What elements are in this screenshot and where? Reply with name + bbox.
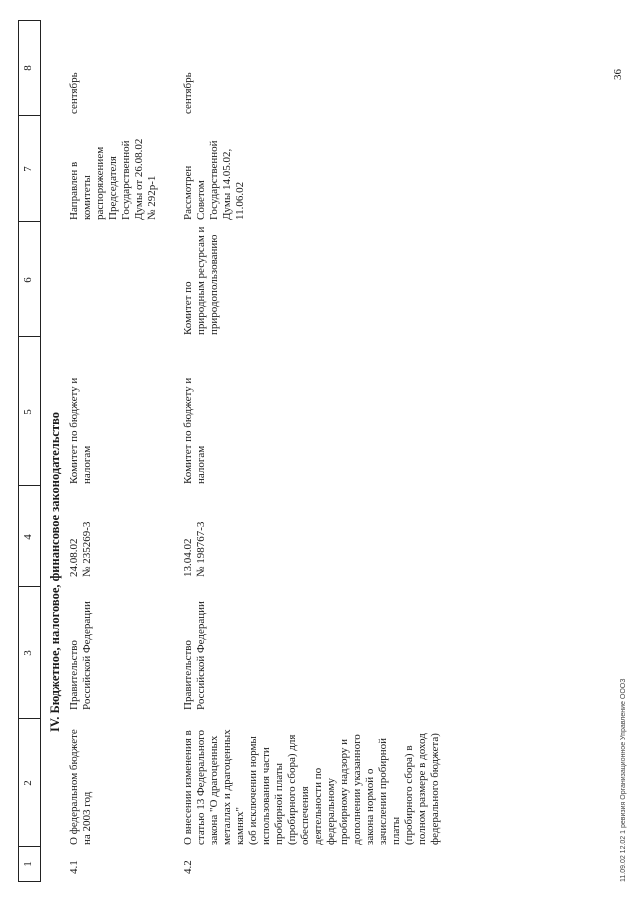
table-top-rule xyxy=(18,20,19,882)
col-divider xyxy=(18,881,40,882)
col-divider xyxy=(18,115,40,116)
responsible-committee: Комитет по бюджету и налогам xyxy=(182,377,207,484)
column-number: 5 xyxy=(22,409,34,415)
col-divider xyxy=(18,336,40,337)
responsible-committee: Комитет по бюджету и налогам xyxy=(68,377,93,484)
column-number: 1 xyxy=(22,861,34,867)
header-bottom-rule xyxy=(40,20,41,882)
col-divider xyxy=(18,586,40,587)
section-heading: IV. Бюджетное, налоговое, финансовое законодательство xyxy=(48,411,62,732)
bill-date-number: 24.08.02 № 235269-3 xyxy=(68,521,93,577)
col-divider xyxy=(18,718,40,719)
col-divider xyxy=(18,846,40,847)
col-divider xyxy=(18,20,40,21)
bill-initiator: Правительство Российской Федерации xyxy=(182,601,207,710)
page-number: 36 xyxy=(612,69,624,80)
row-number: 4.1 xyxy=(68,860,80,874)
bill-status: Направлен в комитеты распоряжением Председателя Государственной Думы от 26.08.02 № 292р-1 xyxy=(68,138,158,220)
bill-initiator: Правительство Российской Федерации xyxy=(68,601,93,710)
column-number: 3 xyxy=(22,650,34,656)
print-footer: 11.09.02 12.02 1 ревизия Организационное Управление ОООЗ xyxy=(620,678,627,882)
planned-month: сентябрь xyxy=(68,72,80,114)
column-number: 7 xyxy=(22,166,34,172)
column-number: 4 xyxy=(22,534,34,540)
col-divider xyxy=(18,485,40,486)
column-number: 2 xyxy=(22,780,34,786)
column-number: 8 xyxy=(22,65,34,71)
row-number: 4.2 xyxy=(182,860,194,874)
col-divider xyxy=(18,221,40,222)
planned-month: сентябрь xyxy=(182,72,194,114)
column-number: 6 xyxy=(22,277,34,283)
bill-date-number: 13.04.02 № 198767-3 xyxy=(182,521,207,577)
bill-status: Рассмотрен Советом Государственной Думы 14.05.02, 11.06.02 xyxy=(182,140,246,220)
legislation-table xyxy=(18,20,622,882)
bill-title: О внесении изменения в статью 13 Федерального закона "О драгоценных металлах и драгоценных камнях" (об исключении нормы использования части пробирной платы (пробирного сбора) для обеспечения деятельности по федеральному пробирному надзору и дополнении указанного закона нормой о зачислении пробирной платы (пробирного сбора) в полном размере в доход федерального бюджета) xyxy=(182,729,441,845)
bill-title: О федеральном бюджете на 2003 год xyxy=(68,729,93,845)
co-executor-committee: Комитет по природным ресурсам и природопользованию xyxy=(182,226,220,335)
